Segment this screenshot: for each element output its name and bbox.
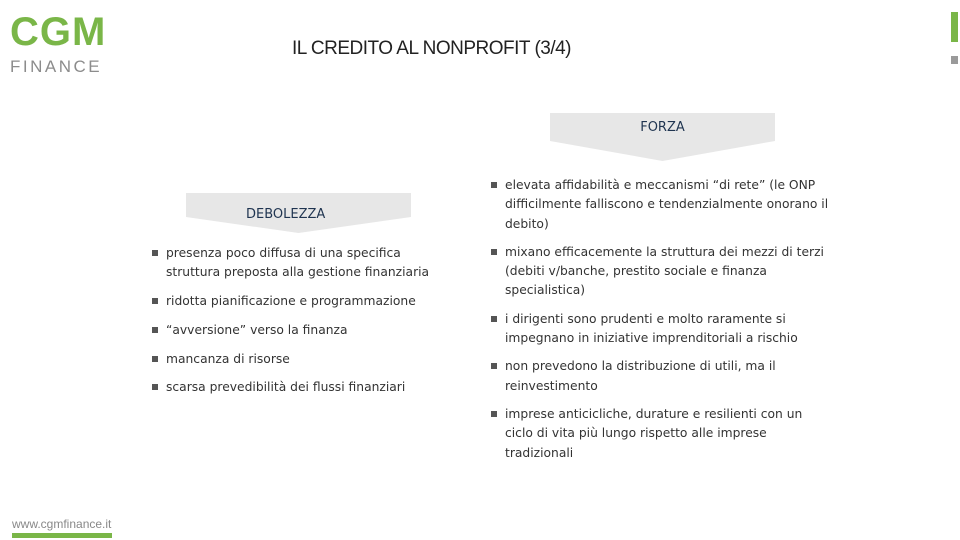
list-item-text: mancanza di risorse [166,351,290,366]
square-bullet-icon [491,411,497,417]
cgm-finance-logo [8,10,118,76]
logo-subtitle: FINANCE [10,57,103,76]
list-item [491,357,831,396]
footer-website: www.cgmfinance.it [12,517,112,531]
debolezza-banner [186,193,411,233]
list-item [491,176,831,234]
square-bullet-icon [491,182,497,188]
list-item [152,292,452,311]
list-item [152,378,452,397]
list-item [491,405,831,463]
list-item [152,350,452,369]
list-item-text: mixano efficacemente la struttura dei mezzi di terzi (debiti v/banche, prestito sociale e finanza specialistica) [505,244,824,298]
square-bullet-icon [491,363,497,369]
list-item [152,244,452,283]
logo-mark: CGM [10,10,107,54]
list-item-text: scarsa prevedibilità dei flussi finanziari [166,380,406,395]
forza-label: FORZA [640,120,685,135]
corner-accent-green [951,12,958,42]
footer-green-bar [12,533,112,538]
list-item-text: “avversione” verso la finanza [166,322,348,337]
square-bullet-icon [152,356,158,362]
square-bullet-icon [491,316,497,322]
debolezza-list [152,244,452,407]
square-bullet-icon [152,327,158,333]
list-item-text: non prevedono la distribuzione di utili, ma il reinvestimento [505,359,776,393]
debolezza-label: DEBOLEZZA [246,207,326,222]
forza-list [491,176,831,472]
page-title: IL CREDITO AL NONPROFIT (3/4) [292,38,572,59]
square-bullet-icon [491,249,497,255]
list-item [491,243,831,301]
list-item [491,310,831,349]
square-bullet-icon [152,298,158,304]
corner-accent-gray [951,56,958,64]
list-item-text: presenza poco diffusa di una specifica struttura preposta alla gestione finanziaria [166,246,430,280]
list-item-text: i dirigenti sono prudenti e molto raramente si impegnano in iniziative imprenditoriali a rischio [505,311,798,346]
list-item-text: ridotta pianificazione e programmazione [166,294,416,309]
square-bullet-icon [152,384,158,390]
list-item-text: elevata affidabilità e meccanismi “di rete” (le ONP difficilmente falliscono e tendenzialmente onorano il debito) [505,178,829,231]
list-item [152,321,452,340]
square-bullet-icon [152,250,158,256]
forza-banner [550,113,775,161]
list-item-text: imprese anticicliche, durature e resilienti con un ciclo di vita più lungo rispetto alle imprese tradizionali [505,406,803,460]
